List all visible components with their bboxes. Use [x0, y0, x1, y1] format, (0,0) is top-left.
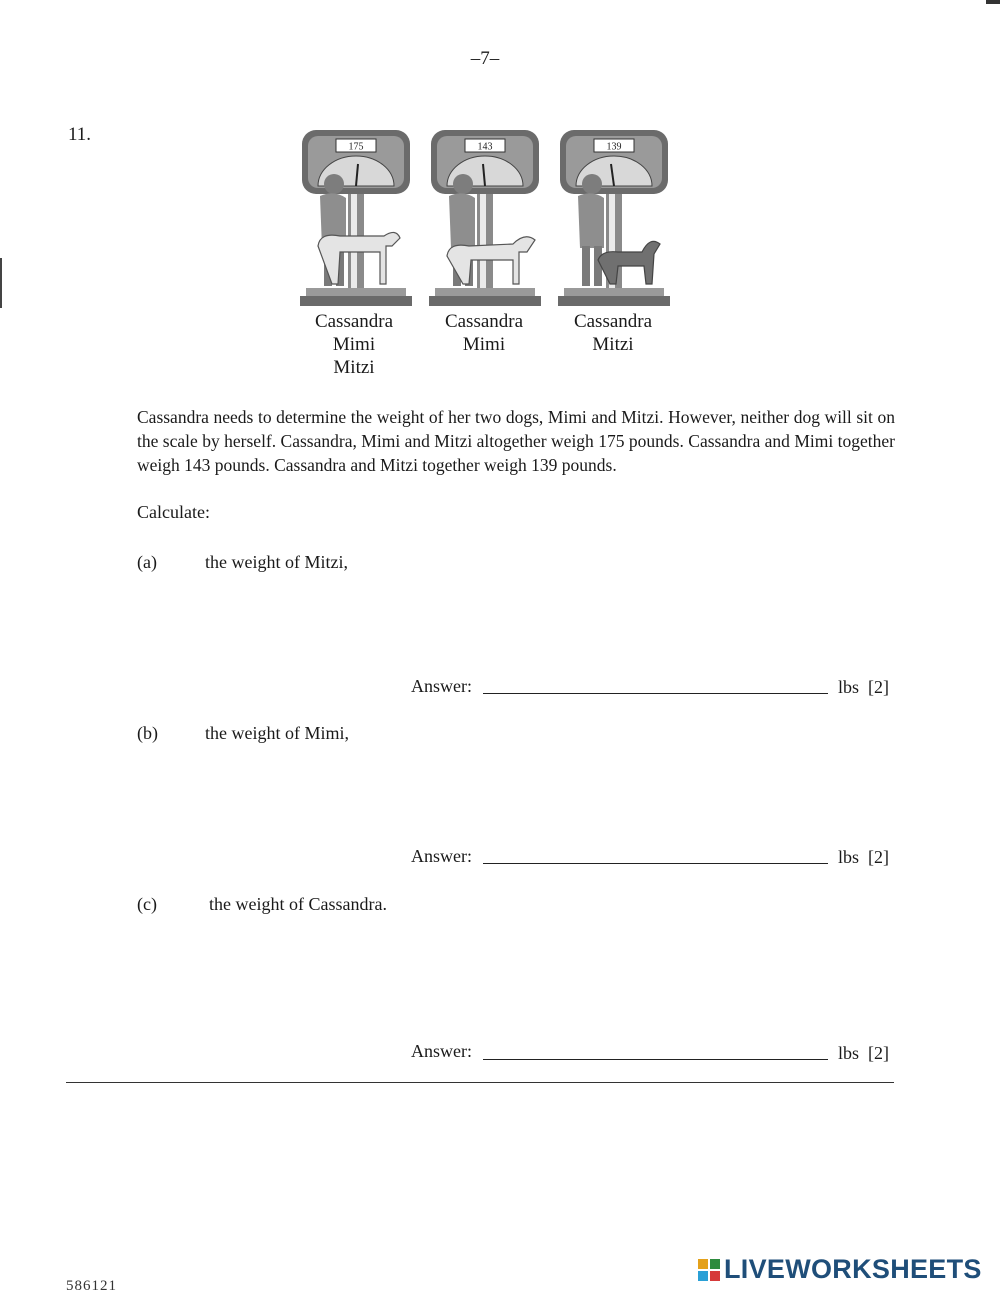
scale-3-reading: 139: [606, 141, 622, 153]
scale-illustration-2: [429, 128, 541, 308]
instruction: Calculate:: [137, 502, 210, 522]
section-divider: [66, 1082, 894, 1083]
corner-mark: [986, 0, 1000, 4]
question-text: Cassandra needs to determine the weight of her two dogs, Mimi and Mitzi. However, neither dog will sit on the scale by herself. Cassandra, Mimi and Mitzi altogether weigh 175 pounds. Cassandra and Mimi together weigh 143 pounds. Cassandra and Mitzi together weigh 139 pounds.: [137, 407, 895, 475]
scale-3-caption: [543, 310, 683, 356]
caption-name: Mimi: [332, 334, 376, 355]
unit-label: lbs: [838, 1043, 860, 1063]
unit-label: lbs: [838, 677, 860, 697]
answer-c-label: Answer:: [411, 1041, 472, 1061]
answer-c-unit: [838, 1043, 889, 1064]
answer-c-field[interactable]: [483, 1059, 828, 1060]
scale-2-reading: 143: [477, 141, 493, 153]
unit-label: lbs: [838, 847, 860, 867]
answer-a-unit: [838, 677, 889, 698]
footer-code: 586121: [66, 1278, 117, 1294]
answer-a-label: Answer:: [411, 676, 472, 696]
part-c-text: the weight of Cassandra.: [209, 894, 387, 914]
liveworksheets-logo-icon: [698, 1259, 720, 1281]
caption-name: Cassandra: [444, 311, 524, 332]
scale-2-caption: [414, 310, 554, 356]
brand-name: LIVEWORKSHEETS: [724, 1254, 982, 1284]
answer-b-field[interactable]: [483, 863, 828, 864]
caption-name: Mitzi: [592, 334, 634, 355]
liveworksheets-brand[interactable]: [698, 1254, 982, 1285]
caption-name: Mimi: [462, 334, 506, 355]
scale-illustration-3: [558, 128, 670, 308]
scale-1-caption: [284, 310, 424, 379]
part-c-label: (c): [137, 894, 157, 914]
caption-name: Cassandra: [573, 311, 653, 332]
margin-mark: [0, 258, 2, 308]
answer-a-field[interactable]: [483, 693, 828, 694]
part-a-label: (a): [137, 552, 157, 572]
caption-name: Cassandra: [314, 311, 394, 332]
marks-label: [2]: [868, 1043, 890, 1063]
caption-name: Mitzi: [333, 357, 375, 378]
question-number: 11.: [68, 124, 92, 145]
page-number: –7–: [470, 48, 500, 69]
marks-label: [2]: [868, 677, 890, 697]
part-b-text: the weight of Mimi,: [205, 723, 349, 743]
scale-illustration-1: [300, 128, 412, 308]
marks-label: [2]: [868, 847, 890, 867]
part-a-text: the weight of Mitzi,: [205, 552, 348, 572]
answer-b-unit: [838, 847, 889, 868]
answer-b-label: Answer:: [411, 846, 472, 866]
scale-1-reading: 175: [348, 141, 364, 153]
part-b-label: (b): [137, 723, 158, 743]
